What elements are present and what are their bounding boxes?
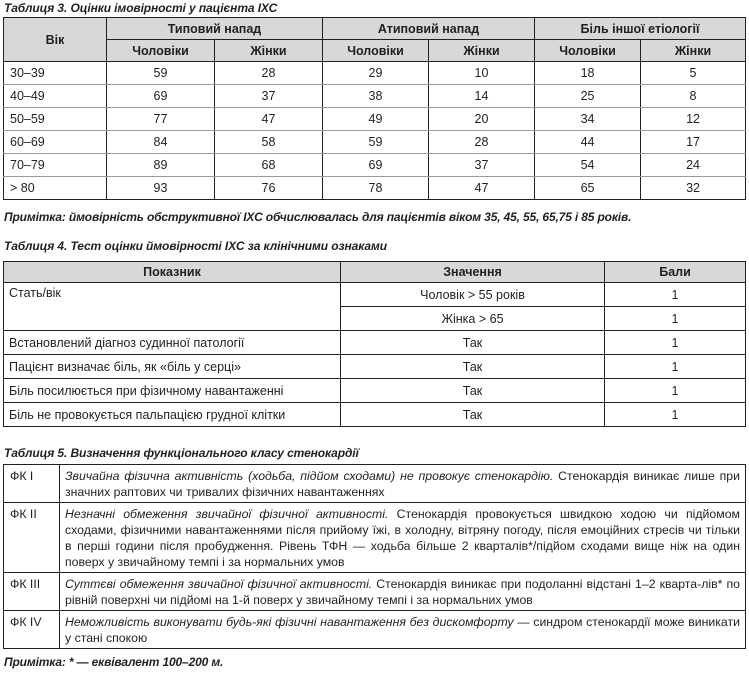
header-indicator: Показник: [4, 262, 341, 283]
points-cell: 1: [605, 355, 746, 379]
table-row: [4, 85, 746, 108]
value-cell: 14: [429, 85, 535, 108]
indicator-cell: Стать/вік: [4, 283, 341, 331]
value-cell: 58: [215, 131, 323, 154]
age-cell: 40–49: [4, 85, 107, 108]
table-row: [4, 465, 746, 503]
value-cell: 69: [323, 154, 429, 177]
header-women: Жінки: [215, 40, 323, 62]
table-row: [4, 331, 746, 355]
value-cell: 77: [107, 108, 215, 131]
value-cell: 24: [641, 154, 746, 177]
fk-class-cell: ФК II: [4, 503, 60, 573]
value-cell: 18: [535, 62, 641, 85]
fk-description-italic: Неможливість виконувати будь-які фізичні навантаження без дискомфорту: [65, 615, 514, 629]
table-row: [4, 62, 746, 85]
table5-note: Примітка: * — еквівалент 100–200 м.: [4, 655, 224, 669]
value-cell: 47: [215, 108, 323, 131]
value-cell: 54: [535, 154, 641, 177]
table-row: [4, 573, 746, 611]
header-women: Жінки: [641, 40, 746, 62]
fk-description-text: Стенокардія провокується швидкою ходою чи підйомом сходами, фізичними навантаженнями після прийому їжі, в холодну, вітряну погоду, після емоційних стресів чи тільки в перші години після пробудження. Рівень ТФН — ходьба більше 2 кварталів*/підйом сходами вище ніж на один поверх у звичайному темпі і за нормальних умов: [65, 507, 740, 569]
table5-caption: Таблиця 5. Визначення функціонального класу стенокардії: [4, 446, 359, 460]
indicator-cell: Біль посилюється при фізичному навантаженні: [4, 379, 341, 403]
header-value: Значення: [341, 262, 605, 283]
value-cell: 76: [215, 177, 323, 200]
value-cell: Так: [341, 403, 605, 427]
indicator-cell: Біль не провокується пальпацією грудної клітки: [4, 403, 341, 427]
table3: [3, 17, 746, 200]
fk-description-italic: Звичайна фізична активність (ходьба, підйом сходами) не провокує стенокардію.: [65, 469, 554, 483]
fk-description: [60, 611, 746, 649]
value-cell: 59: [323, 131, 429, 154]
fk-description: [60, 503, 746, 573]
value-cell: 10: [429, 62, 535, 85]
value-cell: 65: [535, 177, 641, 200]
age-cell: 30–39: [4, 62, 107, 85]
value-cell: 28: [215, 62, 323, 85]
header-points: Бали: [605, 262, 746, 283]
table4-caption: Таблиця 4. Тест оцінки ймовірності ІХС за клінічними ознаками: [4, 239, 387, 253]
table-row: [4, 177, 746, 200]
value-cell: 25: [535, 85, 641, 108]
value-cell: 89: [107, 154, 215, 177]
points-cell: 1: [605, 283, 746, 307]
value-cell: 69: [107, 85, 215, 108]
table-row: [4, 355, 746, 379]
fk-description: [60, 465, 746, 503]
header-atypical: Атиповий напад: [323, 18, 535, 40]
header-other: Біль іншої етіології: [535, 18, 746, 40]
value-cell: 12: [641, 108, 746, 131]
value-cell: 37: [215, 85, 323, 108]
value-cell: 17: [641, 131, 746, 154]
fk-description: [60, 573, 746, 611]
header-men: Чоловіки: [107, 40, 215, 62]
table-row: [4, 131, 746, 154]
value-cell: 37: [429, 154, 535, 177]
value-cell: Жінка > 65: [341, 307, 605, 331]
value-cell: 49: [323, 108, 429, 131]
fk-class-cell: ФК I: [4, 465, 60, 503]
table4: [3, 261, 746, 427]
table-row: [4, 108, 746, 131]
value-cell: Чоловік > 55 років: [341, 283, 605, 307]
value-cell: 44: [535, 131, 641, 154]
value-cell: 78: [323, 177, 429, 200]
value-cell: 28: [429, 131, 535, 154]
value-cell: 34: [535, 108, 641, 131]
table-row: [4, 403, 746, 427]
value-cell: Так: [341, 355, 605, 379]
fk-class-cell: ФК III: [4, 573, 60, 611]
age-cell: > 80: [4, 177, 107, 200]
value-cell: 5: [641, 62, 746, 85]
value-cell: 59: [107, 62, 215, 85]
age-cell: 70–79: [4, 154, 107, 177]
value-cell: 38: [323, 85, 429, 108]
header-age: Вік: [4, 18, 107, 62]
table-row: [4, 379, 746, 403]
points-cell: 1: [605, 331, 746, 355]
fk-description-italic: Незначні обмеження звичайної фізичної активності.: [65, 507, 389, 521]
value-cell: 84: [107, 131, 215, 154]
value-cell: 20: [429, 108, 535, 131]
value-cell: 8: [641, 85, 746, 108]
table-row: [4, 154, 746, 177]
indicator-cell: Пацієнт визначає біль, як «біль у серці»: [4, 355, 341, 379]
table-row: [4, 503, 746, 573]
header-men: Чоловіки: [323, 40, 429, 62]
points-cell: 1: [605, 379, 746, 403]
fk-description-italic: Суттєві обмеження звичайної фізичної активності.: [65, 577, 373, 591]
table-row: [4, 283, 746, 307]
table5: [3, 464, 746, 649]
points-cell: 1: [605, 307, 746, 331]
table3-caption: Таблиця 3. Оцінки імовірності у пацієнта ІХС: [4, 1, 278, 15]
table3-note: Примітка: ймовірність обструктивної ІХС обчислювалась для пацієнтів віком 35, 45, 55, 65,75 і 85 років.: [4, 210, 632, 224]
table-row: [4, 611, 746, 649]
age-cell: 50–59: [4, 108, 107, 131]
value-cell: 32: [641, 177, 746, 200]
value-cell: 68: [215, 154, 323, 177]
points-cell: 1: [605, 403, 746, 427]
value-cell: Так: [341, 379, 605, 403]
header-typical: Типовий напад: [107, 18, 323, 40]
header-women: Жінки: [429, 40, 535, 62]
value-cell: Так: [341, 331, 605, 355]
value-cell: 47: [429, 177, 535, 200]
fk-description-text: Стенокардія виникає лише при значних раптових чи тривалих фізичних навантаженнях: [65, 469, 740, 499]
age-cell: 60–69: [4, 131, 107, 154]
fk-class-cell: ФК IV: [4, 611, 60, 649]
header-men: Чоловіки: [535, 40, 641, 62]
value-cell: 29: [323, 62, 429, 85]
fk-description-text: Стенокардія виникає при подоланні відстані 1–2 кварта-лів* по рівній поверхні чи підйомі на 1-й поверх у звичайному темпі і за нормальних умов: [65, 577, 741, 607]
fk-description-text: — синдром стенокардії може виникати у стані спокою: [65, 615, 740, 645]
indicator-cell: Встановлений діагноз судинної патології: [4, 331, 341, 355]
value-cell: 93: [107, 177, 215, 200]
